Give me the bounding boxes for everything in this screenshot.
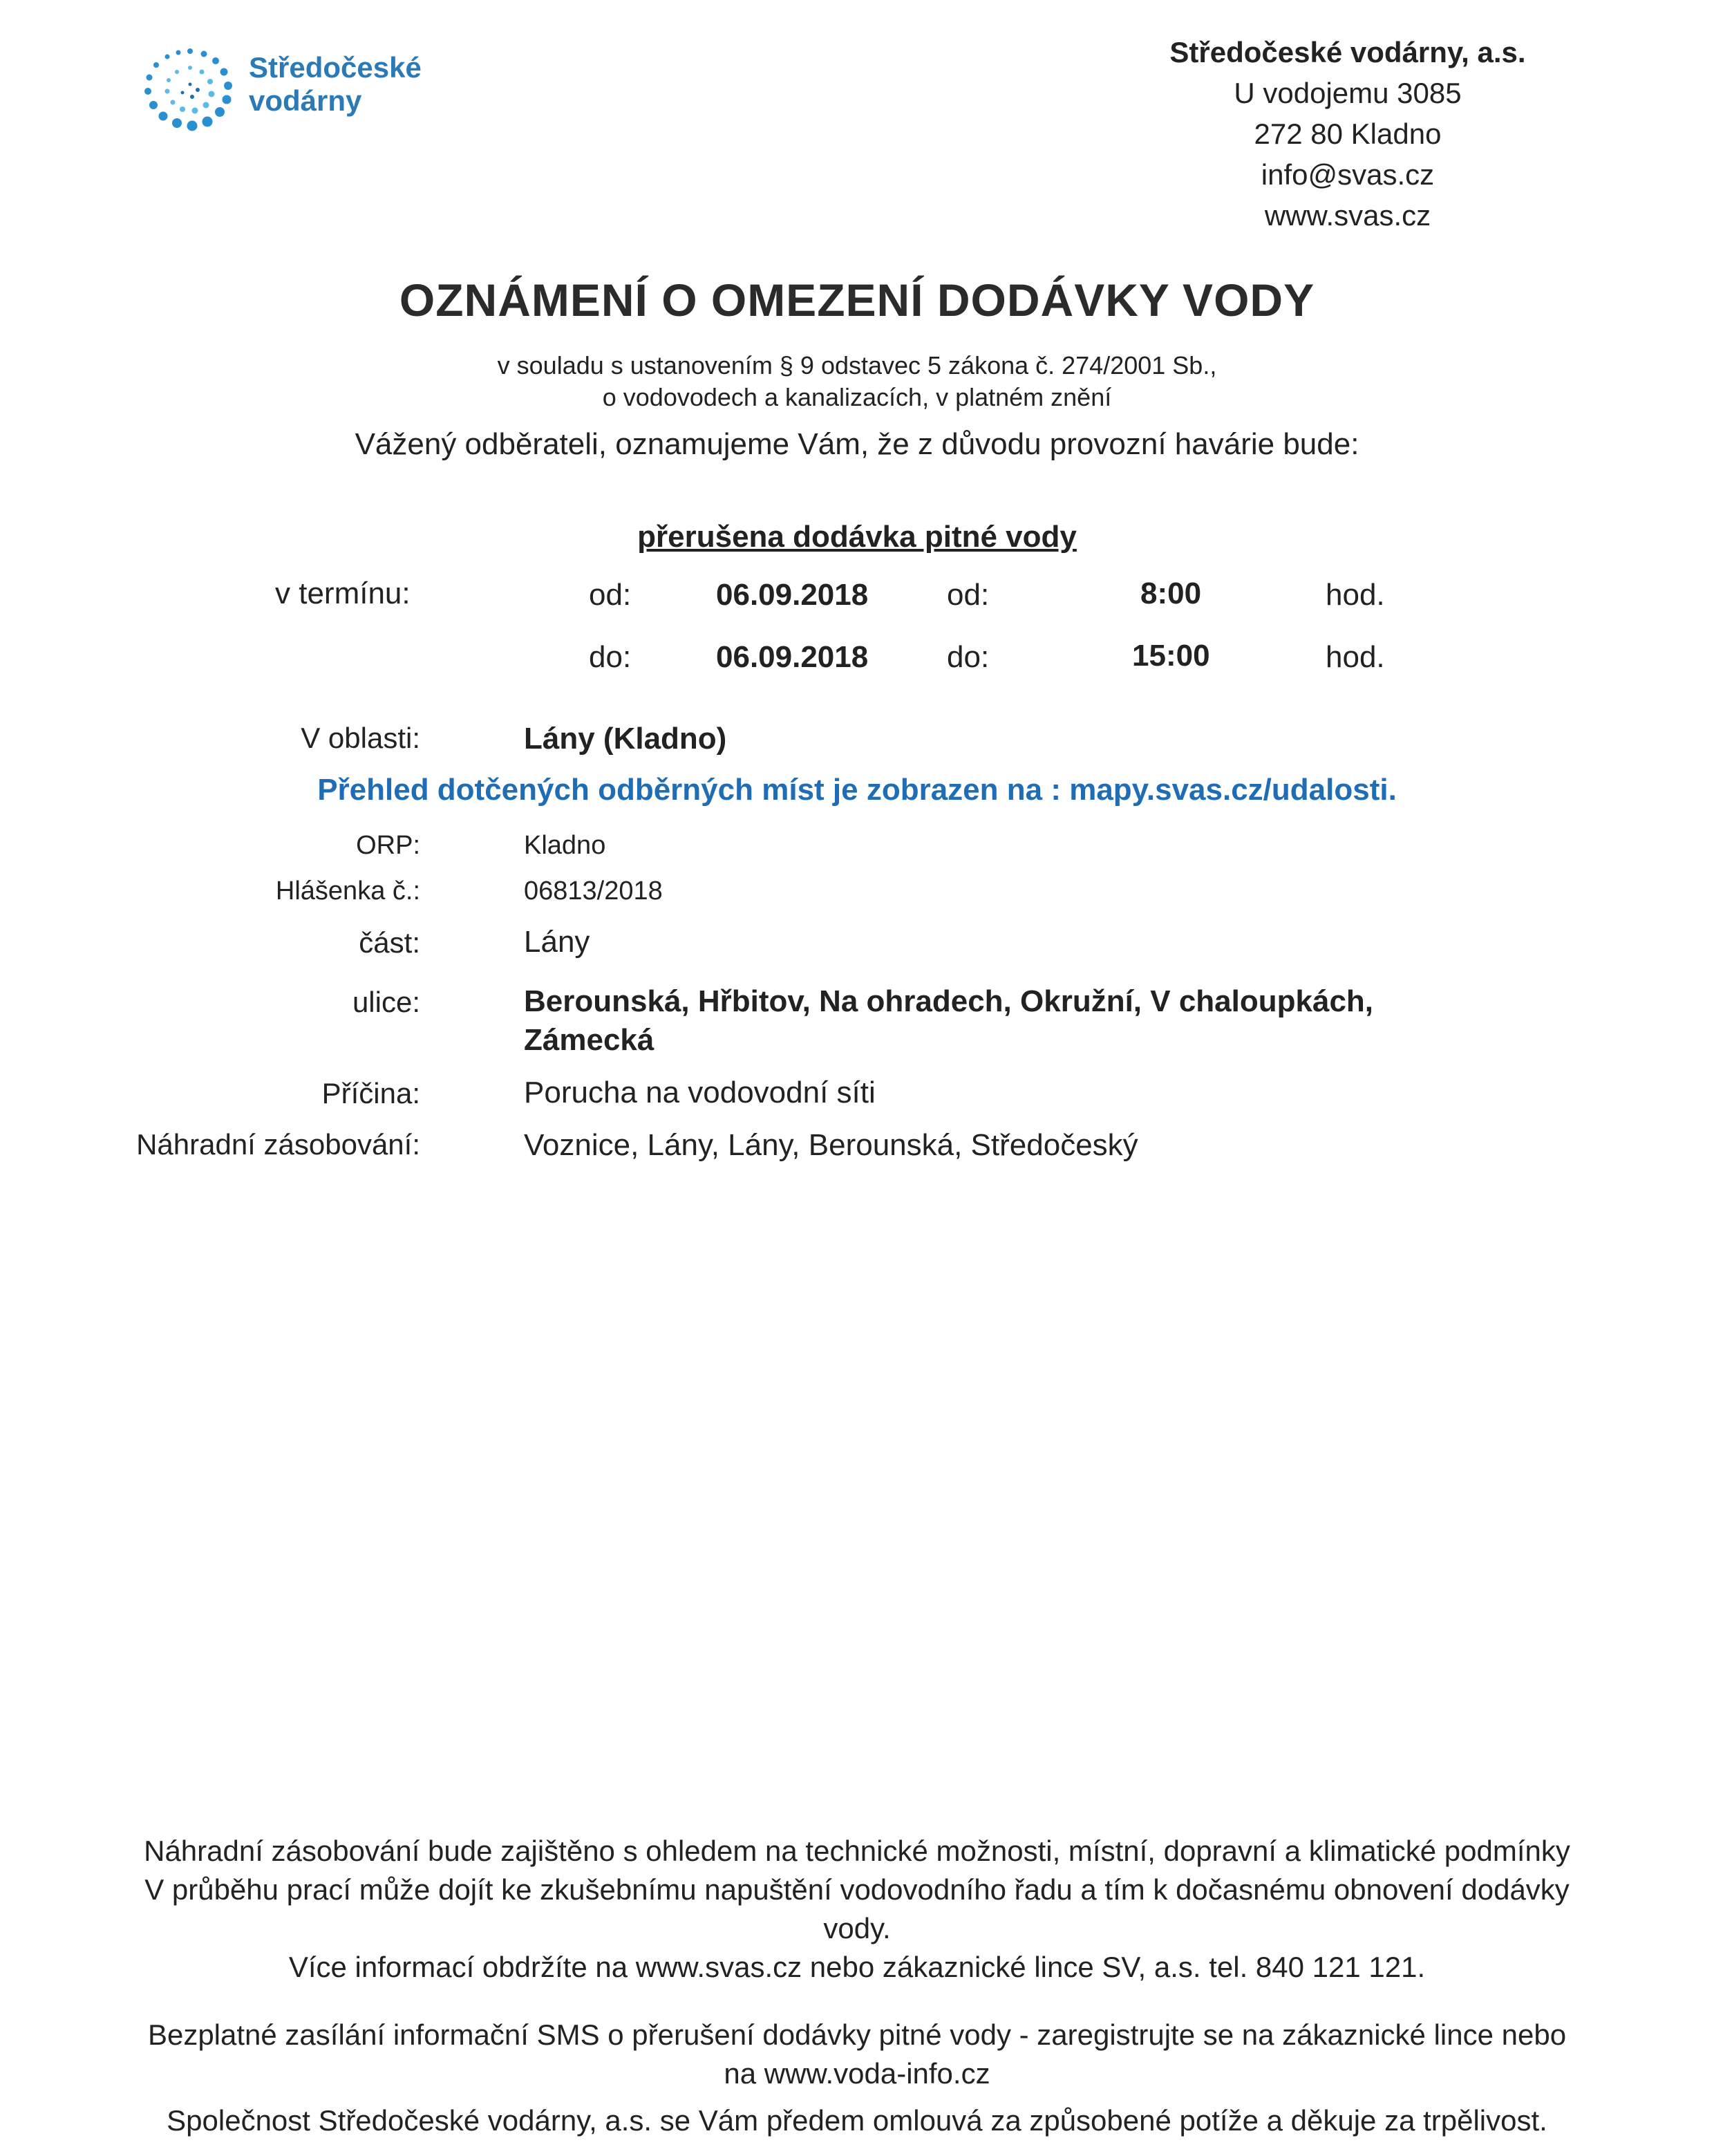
to-date-label: do: <box>589 640 632 674</box>
report-number-label: Hlášenka č.: <box>275 877 420 906</box>
to-time-label: do: <box>947 640 990 674</box>
footer-p3-line-1: Bezplatné zasílání informační SMS o přerušení dodávky pitné vody - zaregistrujte se na zákaznické lince nebo <box>147 2018 1567 2051</box>
legal-reference-line-2: o vodovodech a kanalizacích, v platném znění <box>602 383 1112 411</box>
schedule-label: v termínu: <box>275 577 411 610</box>
footer-paragraph-3 <box>69 2016 1645 2093</box>
from-date: 06.09.2018 <box>716 578 869 612</box>
footer-p1-line-2: V průběhu prací může dojít ke zkušebnímu napuštění vodovodního řadu a tím k dočasnému obnovení dodávky <box>144 1873 1570 1906</box>
streets-label: ulice: <box>352 986 420 1018</box>
company-name: Středočeské vodárny, a.s. <box>1169 36 1526 68</box>
intro-text: Vážený odběrateli, oznamujeme Vám, že z důvodu provozní havárie bude: <box>355 427 1359 461</box>
part-label: část: <box>359 926 420 959</box>
logo-wordmark <box>249 51 422 118</box>
replacement-supply-value: Voznice, Lány, Lány, Berounská, Středočeský <box>524 1128 1138 1162</box>
affected-locations-link[interactable]: Přehled dotčených odběrných míst je zobrazen na : mapy.svas.cz/udalosti. <box>317 773 1397 807</box>
from-time: 8:00 <box>1140 577 1202 610</box>
outage-headline: přerušena dodávka pitné vody <box>637 520 1077 554</box>
dotted-circle-logo-icon <box>138 41 242 138</box>
logo-line-2: vodárny <box>249 84 362 117</box>
part-value: Lány <box>524 925 590 959</box>
legal-reference-line-1: v souladu s ustanovením § 9 odstavec 5 zákona č. 274/2001 Sb., <box>497 351 1217 379</box>
page-title: OZNÁMENÍ O OMEZENÍ DODÁVKY VODY <box>399 274 1315 326</box>
footer-paragraph-1 <box>69 1832 1645 1948</box>
from-time-unit: hod. <box>1326 578 1385 612</box>
company-city: 272 80 Kladno <box>1254 118 1442 150</box>
from-time-label: od: <box>947 578 990 612</box>
to-time-unit: hod. <box>1326 640 1385 674</box>
company-email: info@svas.cz <box>1261 158 1435 191</box>
replacement-supply-label: Náhradní zásobování: <box>136 1128 420 1161</box>
company-address <box>1078 32 1617 236</box>
from-date-label: od: <box>589 578 632 612</box>
streets-value-line-2: Zámecká <box>524 1023 654 1057</box>
orp-label: ORP: <box>356 831 420 860</box>
footer-p1-line-3: vody. <box>823 1912 891 1944</box>
cause-value: Porucha na vodovodní síti <box>524 1076 876 1109</box>
footer-paragraph-4: Společnost Středočeské vodárny, a.s. se Vám předem omlouvá za způsobené potíže a děkuje za trpělivost. <box>167 2104 1547 2137</box>
company-web: www.svas.cz <box>1264 199 1431 232</box>
footer-paragraph-2: Více informací obdržíte na www.svas.cz nebo zákaznické lince SV, a.s. tel. 840 121 121. <box>288 1951 1426 1983</box>
to-date: 06.09.2018 <box>716 640 869 674</box>
to-time: 15:00 <box>1132 639 1210 673</box>
orp-value: Kladno <box>524 831 606 860</box>
company-street: U vodojemu 3085 <box>1234 77 1462 109</box>
report-number-value: 06813/2018 <box>524 877 663 906</box>
streets-value-line-1: Berounská, Hřbitov, Na ohradech, Okružní, V chaloupkách, <box>524 984 1374 1018</box>
footer-p3-line-2: na www.voda-info.cz <box>724 2057 990 2090</box>
logo-line-1: Středočeské <box>249 51 422 84</box>
company-logo <box>138 41 442 138</box>
area-value: Lány (Kladno) <box>524 722 727 756</box>
area-label: V oblasti: <box>301 722 420 754</box>
footer-p1-line-1: Náhradní zásobování bude zajištěno s ohledem na technické možnosti, místní, dopravní a klimatické podmínky <box>144 1835 1570 1867</box>
cause-label: Příčina: <box>321 1077 420 1109</box>
